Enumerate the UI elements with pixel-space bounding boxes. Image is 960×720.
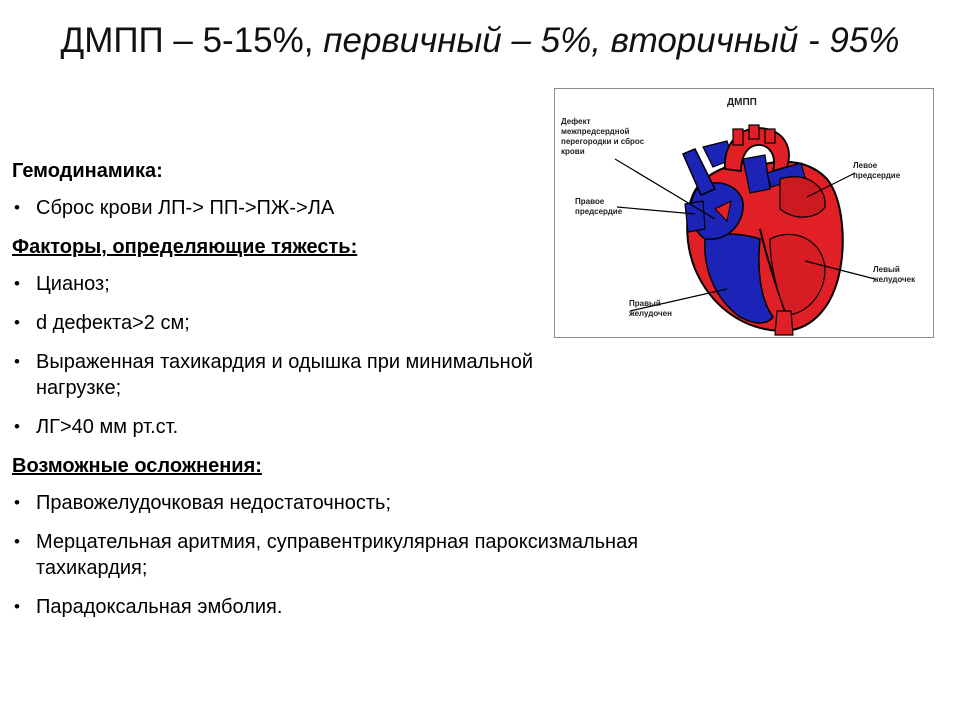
bullet-icon: • bbox=[14, 532, 20, 551]
list-item bbox=[12, 529, 646, 581]
heart-diagram bbox=[554, 88, 934, 338]
list-item bbox=[12, 594, 652, 620]
complications-heading: Возможные осложнения: bbox=[12, 455, 262, 477]
diagram-title: ДМПП bbox=[727, 97, 757, 108]
bullet-icon: • bbox=[14, 417, 20, 436]
list-item-text: Цианоз; bbox=[36, 273, 110, 295]
list-item bbox=[12, 414, 652, 440]
label-right-ventricle: Правый желудочен bbox=[629, 299, 672, 318]
label-defect: Дефект межпредсердной перегородки и сброс крови bbox=[561, 117, 645, 156]
bullet-icon: • bbox=[14, 493, 20, 512]
list-item-text: Мерцательная аритмия, суправентрикулярная пароксизмальная тахикардия; bbox=[36, 531, 639, 579]
severity-heading: Факторы, определяющие тяжесть: bbox=[12, 236, 358, 258]
slide-title bbox=[20, 18, 940, 64]
bullet-icon: • bbox=[14, 352, 20, 371]
list-item-text: d дефекта>2 см; bbox=[36, 312, 190, 334]
list-item-text: Выраженная тахикардия и одышка при минимальной нагрузке; bbox=[36, 351, 533, 399]
list-item bbox=[12, 349, 548, 401]
list-item-text: Парадоксальная эмболия. bbox=[36, 596, 283, 618]
bullet-icon: • bbox=[14, 313, 20, 332]
list-item-text: Правожелудочковая недостаточность; bbox=[36, 492, 392, 514]
complications-list bbox=[12, 490, 652, 620]
label-left-atrium: Левое предсердие bbox=[853, 161, 901, 180]
bullet-icon: • bbox=[14, 597, 20, 616]
list-item-text: Сброс крови ЛП-> ПП->ПЖ->ЛА bbox=[36, 197, 335, 219]
title-suffix: первичный – 5%, вторичный - 95% bbox=[323, 21, 900, 60]
title-prefix: ДМПП – 5-15%, bbox=[60, 21, 324, 60]
label-right-atrium: Правое предсердие bbox=[575, 197, 623, 216]
bullet-icon: • bbox=[14, 274, 20, 293]
bullet-icon: • bbox=[14, 198, 20, 217]
label-left-ventricle: Левый желудочек bbox=[873, 265, 916, 284]
list-item bbox=[12, 490, 652, 516]
hemodynamics-heading: Гемодинамика: bbox=[12, 160, 163, 182]
list-item-text: ЛГ>40 мм рт.ст. bbox=[36, 416, 179, 438]
